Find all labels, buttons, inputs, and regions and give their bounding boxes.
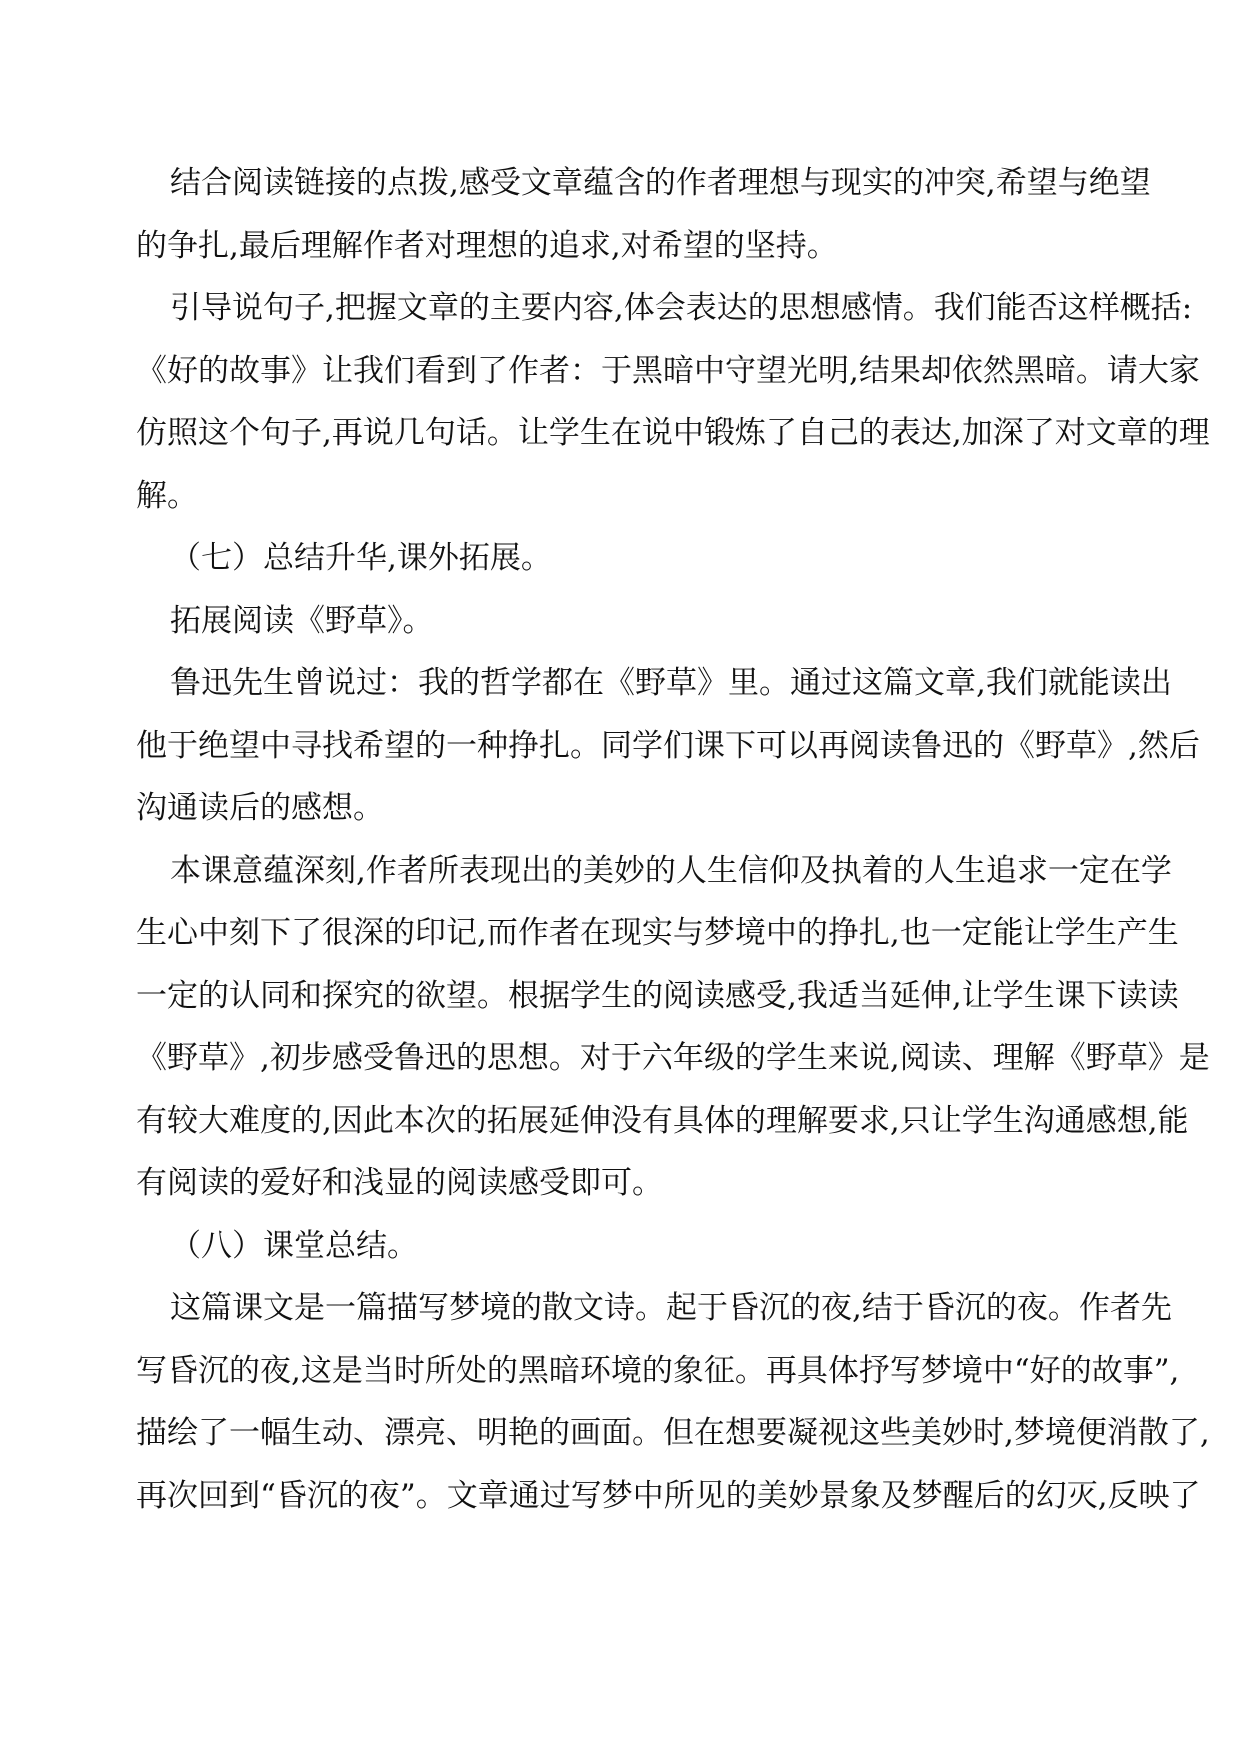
document-page bbox=[136, 152, 1210, 1527]
text-line: 描绘了一幅生动、漂亮、明艳的画面。但在想要凝视这些美妙时,梦境便消散了, bbox=[136, 1415, 1210, 1451]
section-heading-eight bbox=[136, 1215, 1126, 1278]
text-line: 结合阅读链接的点拨,感受文章蕴含的作者理想与现实的冲突,希望与绝望 bbox=[170, 165, 1151, 201]
section-heading: （七）总结升华,课外拓展。 bbox=[170, 540, 552, 576]
text-line: 拓展阅读《野草》。 bbox=[170, 602, 434, 639]
section-heading-seven bbox=[136, 527, 1126, 590]
text-line: 的争扎,最后理解作者对理想的追求,对希望的坚持。 bbox=[136, 227, 838, 264]
text-line: 本课意蕴深刻,作者所表现出的美妙的人生信仰及执着的人生追求一定在学 bbox=[170, 852, 1172, 889]
text-line: 这篇课文是一篇描写梦境的散文诗。起于昏沉的夜,结于昏沉的夜。作者先 bbox=[170, 1290, 1172, 1326]
paragraph-lesson-reflection bbox=[136, 840, 1210, 1215]
text-line: 再次回到“昏沉的夜”。文章通过写梦中所见的美妙景象及梦醒后的幻灭,反映了 bbox=[136, 1477, 1201, 1514]
text-line: 解。 bbox=[136, 477, 198, 514]
paragraph-reading-link bbox=[136, 152, 1151, 277]
section-heading: （八）课堂总结。 bbox=[170, 1227, 418, 1264]
paragraph-class-summary bbox=[136, 1277, 1210, 1527]
text-line: 引导说句子,把握文章的主要内容,体会表达的思想感情。我们能否这样概括: bbox=[170, 290, 1193, 326]
text-line: 《好的故事》让我们看到了作者：于黑暗中守望光明,结果却依然黑暗。请大家 bbox=[136, 352, 1200, 389]
paragraph-extended-reading bbox=[136, 590, 1126, 653]
text-line: 沟通读后的感想。 bbox=[136, 790, 384, 826]
text-line: 鲁迅先生曾说过：我的哲学都在《野草》里。通过这篇文章,我们就能读出 bbox=[170, 665, 1172, 701]
text-line: 有阅读的爱好和浅显的阅读感受即可。 bbox=[136, 1165, 663, 1201]
text-line: 有较大难度的,因此本次的拓展延伸没有具体的理解要求,只让学生沟通感想,能 bbox=[136, 1102, 1189, 1139]
text-line: 他于绝望中寻找希望的一种挣扎。同学们课下可以再阅读鲁迅的《野草》,然后 bbox=[136, 727, 1200, 764]
paragraph-luxun-quote bbox=[136, 652, 1200, 840]
text-line: 生心中刻下了很深的印记,而作者在现实与梦境中的挣扎,也一定能让学生产生 bbox=[136, 915, 1179, 951]
text-line: 《野草》,初步感受鲁迅的思想。对于六年级的学生来说,阅读、理解《野草》是 bbox=[136, 1040, 1210, 1076]
text-line: 仿照这个句子,再说几句话。让学生在说中锻炼了自己的表达,加深了对文章的理 bbox=[136, 415, 1210, 451]
paragraph-sentence-guide bbox=[136, 277, 1210, 527]
text-line: 一定的认同和探究的欲望。根据学生的阅读感受,我适当延伸,让学生课下读读 bbox=[136, 977, 1179, 1014]
text-line: 写昏沉的夜,这是当时所处的黑暗环境的象征。再具体抒写梦境中“好的故事”, bbox=[136, 1352, 1180, 1389]
